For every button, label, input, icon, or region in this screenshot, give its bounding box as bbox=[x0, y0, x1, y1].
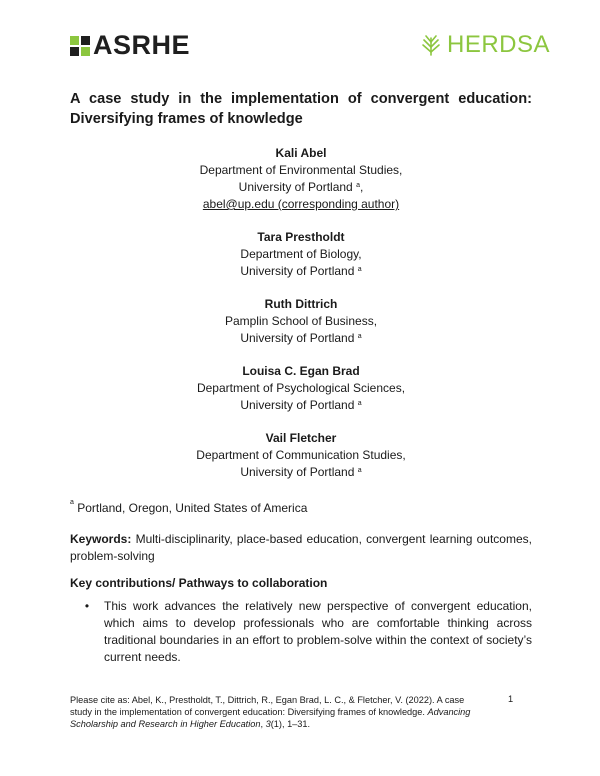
author-block bbox=[70, 229, 532, 280]
author-department: Department of Psychological Sciences, bbox=[196, 381, 406, 395]
journal-issue-pages: (1), 1–31. bbox=[270, 719, 311, 729]
keywords bbox=[70, 531, 532, 565]
list-item bbox=[70, 598, 532, 666]
author-name: Kali Abel bbox=[275, 146, 327, 160]
keywords-text: Multi-disciplinarity, place-based education, convergent learning outcomes, problem-solving bbox=[70, 532, 532, 563]
keywords-label: Keywords: bbox=[70, 532, 132, 546]
author-block bbox=[70, 145, 532, 213]
key-contributions-list bbox=[70, 598, 532, 666]
author-block bbox=[70, 296, 532, 347]
author-block bbox=[70, 363, 532, 414]
affiliation-marker: a bbox=[357, 467, 362, 474]
affiliation-marker: a bbox=[356, 182, 360, 189]
paper-title: A case study in the implementation of convergent education: Diversifying frames of knowledge bbox=[70, 91, 532, 127]
key-contributions-heading: Key contributions/ Pathways to collaboration bbox=[70, 576, 328, 590]
affiliation-marker: a bbox=[70, 499, 74, 506]
author-university: University of Portland $^a$ bbox=[240, 398, 362, 412]
author-block bbox=[70, 430, 532, 481]
author-department: Department of Environmental Studies, bbox=[199, 163, 403, 177]
author-university: University of Portland $^a$ bbox=[240, 264, 362, 278]
author-department: Department of Biology, bbox=[240, 247, 362, 261]
leaf-icon bbox=[418, 32, 444, 58]
author-name: Vail Fletcher bbox=[265, 431, 337, 445]
logo-square bbox=[81, 36, 90, 45]
bullet-icon: • bbox=[84, 599, 90, 613]
author-university: University of Portland $^a$, bbox=[238, 180, 364, 194]
page-number: 1 bbox=[508, 694, 514, 704]
affiliation-marker: a bbox=[357, 400, 362, 407]
author-name: Louisa C. Egan Brad bbox=[242, 364, 360, 378]
journal-name: Advancing Scholarship and Research in Higher Education bbox=[70, 707, 471, 729]
asrhe-logo-text: ASRHE bbox=[93, 30, 191, 60]
herdsa-logo bbox=[418, 32, 550, 58]
author-list bbox=[70, 145, 532, 497]
journal-volume: 3 bbox=[265, 719, 271, 729]
logo-square bbox=[70, 47, 79, 56]
author-university: University of Portland $^a$ bbox=[240, 465, 362, 479]
citation-footer: Please cite as: Abel, K., Prestholdt, T., Dittrich, R., Egan Brad, L. C., & Fletcher, V. (2022). A case study in the implementation of convergent education: Diversifying frames of knowledge. Advancing Scholarship and Research in Higher Education, 3(1), 1–31. bbox=[70, 695, 471, 729]
affiliation-marker: a bbox=[357, 266, 362, 273]
author-department: Pamplin School of Business, bbox=[224, 314, 378, 328]
herdsa-logo-text: HERDSA bbox=[447, 31, 551, 58]
logo-square bbox=[70, 36, 79, 45]
author-university: University of Portland $^a$ bbox=[240, 331, 362, 345]
citation-text: Please cite as: Abel, K., Prestholdt, T., Dittrich, R., Egan Brad, L. C., & Fletcher, V. (2022). A case study in the implementation of convergent education: Diversifying frames of knowledge. bbox=[70, 695, 465, 717]
author-department: Department of Communication Studies, bbox=[196, 448, 406, 462]
footnote-text: Portland, Oregon, United States of America bbox=[77, 501, 308, 515]
author-name: Tara Prestholdt bbox=[257, 230, 345, 244]
author-name: Ruth Dittrich bbox=[264, 297, 338, 311]
affiliation-marker: a bbox=[357, 333, 362, 340]
logo-square bbox=[81, 47, 90, 56]
affiliation-footnote bbox=[70, 501, 307, 515]
bullet-text: This work advances the relatively new perspective of convergent education, which aims to develop professionals who are comfortable thinking across traditional boundaries in an effort to problem-solve within the context of society’s current needs. bbox=[104, 599, 532, 664]
asrhe-logo bbox=[70, 32, 190, 59]
asrhe-logo-squares bbox=[70, 36, 90, 56]
author-email-link[interactable]: abel@up.edu (corresponding author) bbox=[202, 197, 400, 211]
